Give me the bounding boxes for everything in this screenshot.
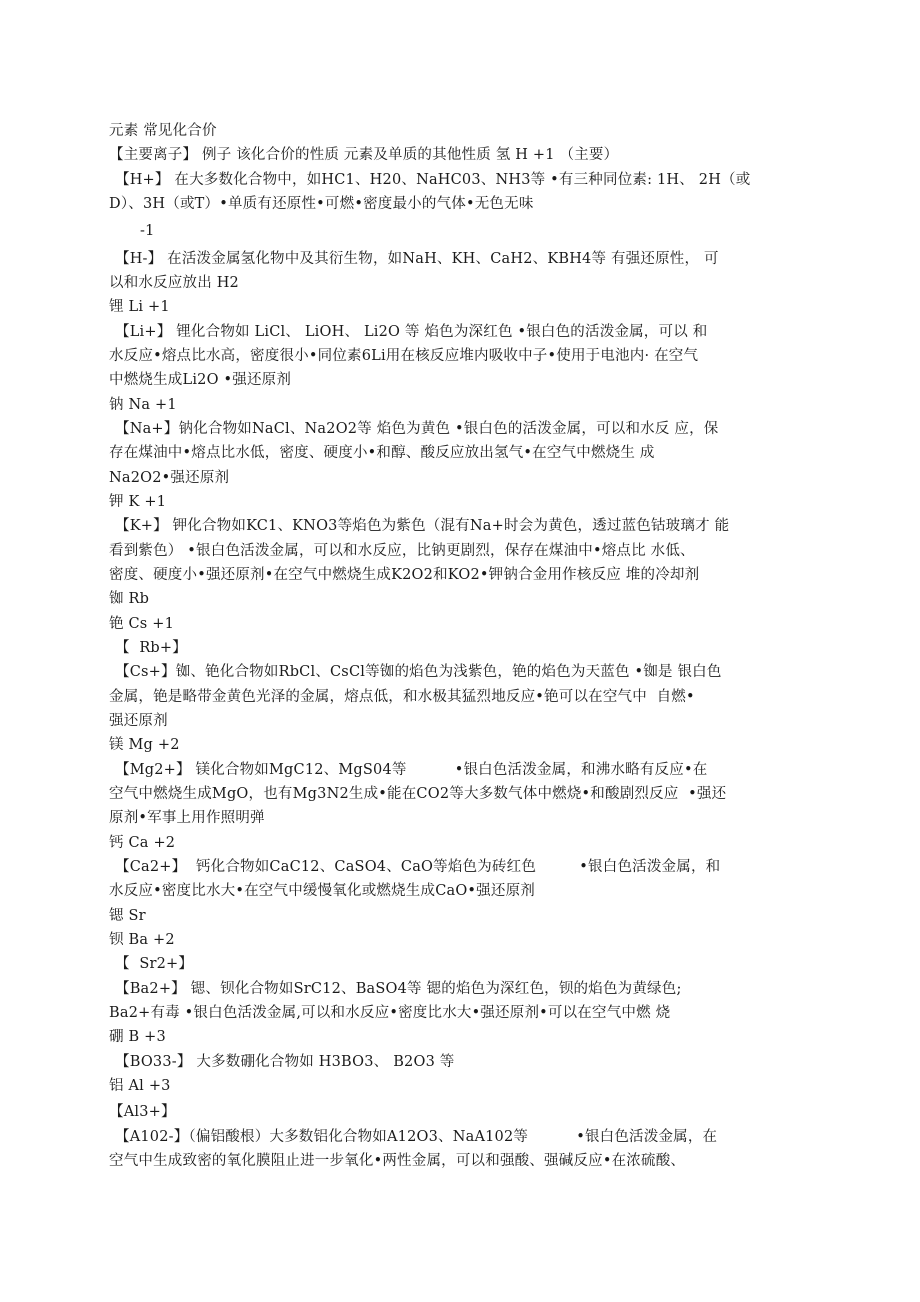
text-line: 镁 Mg +2: [109, 737, 180, 753]
text-line: 【Mg2+】 镁化合物如MgC12、MgS04等 •银白色活泼金属，和沸水略有反应•在: [115, 762, 708, 778]
text-line: 锶 Sr: [109, 908, 146, 924]
text-line: 铯 Cs +1: [109, 616, 175, 632]
text-line: 【Cs+】铷、铯化合物如RbCl、CsCl等铷的焰色为浅紫色，铯的焰色为天蓝色 •铷是 银白色: [115, 664, 722, 680]
text-line: 存在煤油中•熔点比水低，密度、硬度小•和醇、酸反应放出氢气•在空气中燃烧生 成: [109, 445, 655, 461]
text-line: 原剂•军事上用作照明弹: [109, 810, 265, 826]
text-line: 钠 Na +1: [109, 397, 177, 413]
text-line: 【Ba2+】 锶、钡化合物如SrC12、BaSO4等 锶的焰色为深红色，钡的焰色为黄绿色;: [115, 981, 682, 997]
text-line: 钾 K +1: [109, 494, 167, 510]
text-line: 钙 Ca +2: [109, 835, 176, 851]
text-line: 密度、硬度小•强还原剂•在空气中燃烧生成K2O2和KO2•钾钠合金用作核反应 堆的冷却剂: [109, 567, 700, 583]
text-line: 【Ca2+】 钙化合物如CaC12、CaSO4、CaO等焰色为砖红色 •银白色活泼金属，和: [115, 859, 721, 875]
text-line: 金属，铯是略带金黄色光泽的金属，熔点低，和水极其猛烈地反应•铯可以在空气中 自燃•: [109, 689, 695, 705]
text-line: 【Na+】钠化合物如NaCl、Na2O2等 焰色为黄色 •银白色的活泼金属，可以和水反 应，保: [115, 421, 719, 437]
text-line: 元素 常见化合价: [109, 123, 217, 139]
text-line: 硼 B +3: [109, 1029, 166, 1045]
text-line: D）、3H（或T）•单质有还原性•可燃•密度最小的气体•无色无味: [109, 196, 534, 212]
text-line: 【主要离子】 例子 该化合价的性质 元素及单质的其他性质 氢 H +1 （主要）: [109, 147, 619, 163]
text-line: 看到紫色） •银白色活泼金属，可以和水反应，比钠更剧烈，保存在煤油中•熔点比 水低、: [109, 543, 695, 559]
text-line: 空气中燃烧生成MgO，也有Mg3N2生成•能在CO2等大多数气体中燃烧•和酸剧烈反应 •强还: [109, 786, 727, 802]
text-line: -1: [140, 223, 155, 239]
text-line: 【Li+】 锂化合物如 LiCl、 LiOH、 Li2O 等 焰色为深红色 •银白色的活泼金属，可以 和: [115, 324, 708, 340]
text-line: 水反应•密度比水大•在空气中缓慢氧化或燃烧生成CaO•强还原剂: [109, 883, 535, 899]
text-line: 【BO33-】 大多数硼化合物如 H3BO3、 B2O3 等: [115, 1054, 455, 1070]
text-line: 水反应•熔点比水高，密度很小•同位素6Li用在核反应堆内吸收中子•使用于电池内· 在空气: [109, 348, 699, 364]
text-line: 【 Rb+】: [115, 640, 187, 656]
text-line: 空气中生成致密的氧化膜阻止进一步氧化•两性金属，可以和强酸、强碱反应•在浓硫酸、: [109, 1153, 686, 1169]
text-line: 铝 Al +3: [109, 1078, 171, 1094]
text-line: 【 Sr2+】: [115, 956, 194, 972]
text-line: 【H+】 在大多数化合物中，如HC1、H20、NaHC03、NH3等 •有三种同位素: 1H、 2H（或: [115, 172, 751, 188]
text-line: 【K+】 钾化合物如KC1、KNO3等焰色为紫色（混有Na+时会为黄色，透过蓝色钴玻璃才 能: [115, 518, 730, 534]
text-line: 锂 Li +1: [109, 299, 170, 315]
text-line: 中燃烧生成Li2O •强还原剂: [109, 372, 292, 388]
text-line: 铷 Rb: [109, 591, 150, 607]
text-line: 钡 Ba +2: [109, 932, 175, 948]
text-line: 强还原剂: [109, 713, 168, 729]
text-line: 【H-】 在活泼金属氢化物中及其衍生物，如NaH、KH、CaH2、KBH4等 有强还原性， 可: [115, 251, 719, 267]
text-line: 以和水反应放出 H2: [109, 275, 239, 291]
text-line: 【Al3+】: [109, 1104, 176, 1120]
text-line: Na2O2•强还原剂: [109, 470, 230, 486]
text-line: 【A102-】（偏铝酸根）大多数铝化合物如A12O3、NaA102等 •银白色活泼金属，在: [115, 1129, 718, 1145]
text-line: Ba2+有毒 •银白色活泼金属,可以和水反应•密度比水大•强还原剂•可以在空气中燃 烧: [109, 1005, 671, 1021]
